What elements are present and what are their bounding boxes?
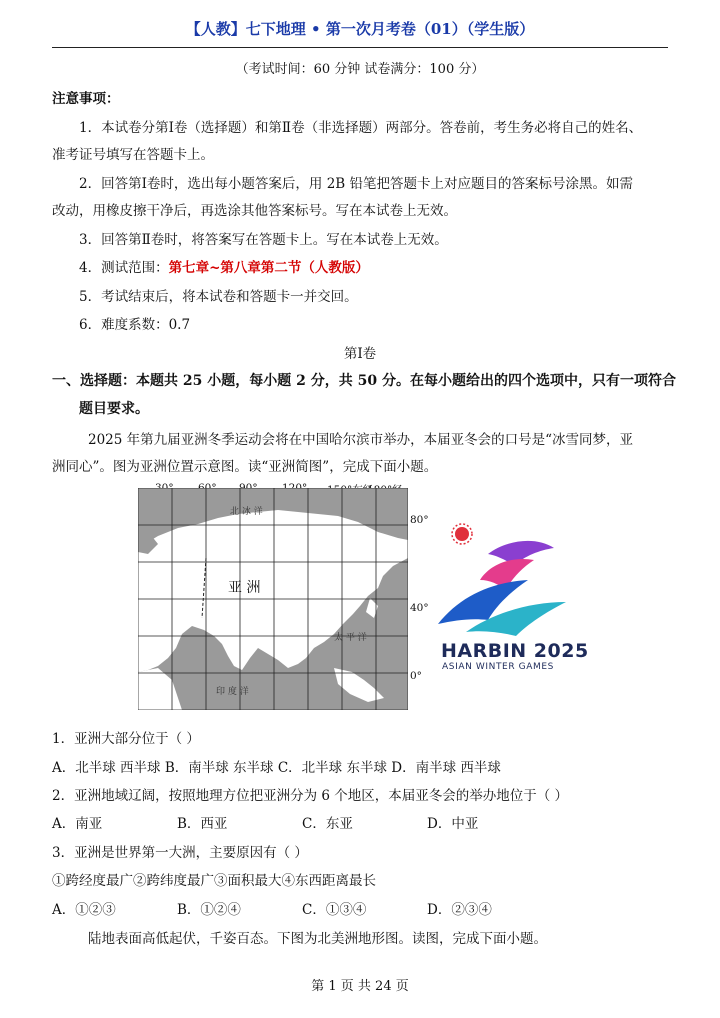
note-item-4 (79, 256, 369, 276)
part-title: 第Ⅰ卷 (343, 346, 377, 362)
question-2-option-b: B．西亚 (177, 816, 228, 832)
logo-title: HARBIN 2025 (441, 640, 589, 662)
note-item-1: 1．本试卷分第Ⅰ卷（选择题）和第Ⅱ卷（非选择题）两部分。答卷前，考生务必将自己的姓名、 (79, 120, 643, 136)
arctic-ocean-label: 北 冰 洋 (230, 507, 263, 517)
note-item-6: 6．难度系数：0.7 (79, 317, 191, 333)
question-2-option-c: C．东亚 (302, 816, 353, 832)
lat-label: 0° (410, 670, 422, 682)
next-section-intro: 陆地表面高低起伏，千姿百态。下图为北美洲地形图。读图，完成下面小题。 (88, 931, 547, 947)
question-2-option-a: A．南亚 (52, 816, 103, 832)
page-footer: 第 1 页 共 24 页 (311, 979, 409, 994)
question-3-option-a: A．①②③ (52, 902, 116, 918)
question-3-option-d: D．②③④ (427, 902, 492, 918)
document-title: 【人教】七下地理 • 第一次月考卷（01）（学生版） (185, 20, 535, 38)
section-heading-cont: 题目要求。 (79, 401, 149, 417)
asia-label: 亚 洲 (228, 580, 261, 596)
sun-emblem-icon (455, 527, 469, 541)
question-3: 3．亚洲是世界第一大洲，主要原因有（ ） (52, 845, 308, 861)
question-3-option-b: B．①②④ (177, 902, 241, 918)
question-2-option-d: D．中亚 (427, 816, 479, 832)
asian-winter-games-emblem (436, 520, 576, 640)
note-item-5: 5．考试结束后，将本试卷和答题卡一并交回。 (79, 289, 358, 305)
indian-ocean-label: 印 度 洋 (216, 687, 249, 697)
note-item-2: 2．回答第Ⅰ卷时，选出每小题答案后，用 2B 铅笔把答题卡上对应题目的答案标号涂黑。如需 (79, 176, 634, 192)
header-divider (52, 47, 668, 48)
question-2: 2．亚洲地域辽阔，按照地理方位把亚洲分为 6 个地区，本届亚冬会的举办地位于（ ） (52, 788, 569, 804)
note-item-2-cont: 改动，用橡皮擦干净后，再选涂其他答案标号。写在本试卷上无效。 (52, 203, 457, 219)
logo-subtitle: ASIAN WINTER GAMES (442, 662, 554, 672)
intro-paragraph-cont: 洲同心”。图为亚洲位置示意图。读“亚洲简图”，完成下面小题。 (52, 459, 438, 475)
lat-label: 40° (410, 602, 429, 614)
question-3-option-c: C．①③④ (302, 902, 367, 918)
question-1: 1．亚洲大部分位于（ ） (52, 731, 200, 747)
question-3-statements: ①跨经度最广②跨纬度最广③面积最大④东西距离最长 (52, 873, 376, 889)
question-1-options: A．北半球 西半球 B．南半球 东半球 C．北半球 东半球 D．南半球 西半球 (52, 760, 501, 776)
asia-map-graphic (138, 488, 408, 710)
notes-heading: 注意事项： (52, 91, 120, 107)
test-range: 第七章~第八章第二节（人教版） (168, 260, 369, 276)
note-item-3: 3．回答第Ⅱ卷时，将答案写在答题卡上。写在本试卷上无效。 (79, 232, 448, 248)
section-heading: 一、选择题：本题共 25 小题，每小题 2 分，共 50 分。在每小题给出的四个选项中，只有一项符合 (52, 373, 676, 389)
note-item-4-label: 4．测试范围： (79, 260, 169, 276)
pacific-ocean-label: 太 平 洋 (334, 633, 367, 643)
lat-label: 80° (410, 514, 429, 526)
exam-info: （考试时间：60 分钟 试卷满分：100 分） (235, 62, 485, 77)
note-item-1-cont: 准考证号填写在答题卡上。 (52, 147, 214, 163)
asia-map (138, 488, 408, 710)
intro-paragraph: 2025 年第九届亚洲冬季运动会将在中国哈尔滨市举办，本届亚冬会的口号是“冰雪同梦，亚 (88, 432, 634, 448)
